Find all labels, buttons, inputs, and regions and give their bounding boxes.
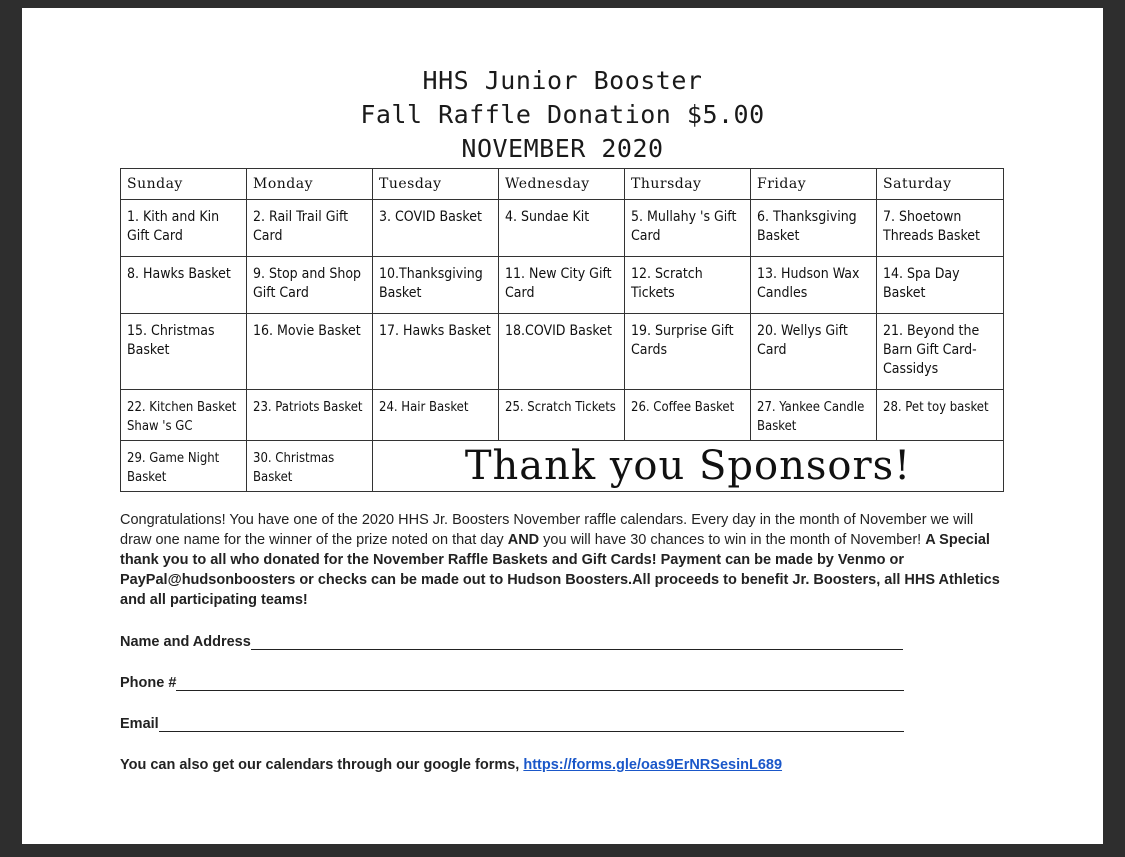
day-header: Wednesday xyxy=(499,169,625,200)
calendar-day-cell: 25. Scratch Tickets xyxy=(499,390,625,441)
calendar-day-cell: 4. Sundae Kit xyxy=(499,200,625,257)
calendar-day-cell: 15. Christmas Basket xyxy=(121,314,247,390)
calendar-day-cell: 12. Scratch Tickets xyxy=(625,257,751,314)
thank-you-sponsors-banner: Thank you Sponsors! xyxy=(373,441,1004,492)
calendar-day-cell: 1. Kith and Kin Gift Card xyxy=(121,200,247,257)
calendar-day-cell: 22. Kitchen Basket Shaw 's GC xyxy=(121,390,247,441)
title-line-3: NOVEMBER 2020 xyxy=(461,134,664,163)
calendar-day-cell: 30. Christmas Basket xyxy=(247,441,373,492)
day-header: Tuesday xyxy=(373,169,499,200)
day-header: Friday xyxy=(751,169,877,200)
calendar-week-row xyxy=(121,314,1004,390)
calendar-day-cell: 16. Movie Basket xyxy=(247,314,373,390)
calendar-day-cell: 14. Spa Day Basket xyxy=(877,257,1004,314)
raffle-description xyxy=(120,510,1000,610)
calendar-day-cell: 18.COVID Basket xyxy=(499,314,625,390)
calendar-day-cell: 2. Rail Trail Gift Card xyxy=(247,200,373,257)
calendar-day-cell: 24. Hair Basket xyxy=(373,390,499,441)
name-address-field[interactable] xyxy=(120,634,903,650)
day-header: Sunday xyxy=(121,169,247,200)
title-line-1: HHS Junior Booster xyxy=(422,66,703,95)
calendar-day-cell: 29. Game Night Basket xyxy=(121,441,247,492)
calendar-day-cell: 19. Surprise Gift Cards xyxy=(625,314,751,390)
calendar-day-cell: 9. Stop and Shop Gift Card xyxy=(247,257,373,314)
footer-text: You can also get our calendars through our google forms, xyxy=(120,757,524,773)
name-address-line[interactable] xyxy=(251,635,903,650)
calendar-day-cell: 3. COVID Basket xyxy=(373,200,499,257)
calendar-week-row xyxy=(121,390,1004,441)
calendar-day-cell: 8. Hawks Basket xyxy=(121,257,247,314)
day-header: Thursday xyxy=(625,169,751,200)
calendar-week-row xyxy=(121,257,1004,314)
calendar-day-cell: 7. Shoetown Threads Basket xyxy=(877,200,1004,257)
calendar-day-cell: 21. Beyond the Barn Gift Card-Cassidys xyxy=(877,314,1004,390)
calendar-day-cell: 20. Wellys Gift Card xyxy=(751,314,877,390)
calendar-day-cell: 11. New City Gift Card xyxy=(499,257,625,314)
calendar-day-cell: 27. Yankee Candle Basket xyxy=(751,390,877,441)
email-field[interactable] xyxy=(120,716,904,732)
raffle-flyer-page xyxy=(22,8,1103,844)
intro-text: Congratulations! You have one of the 2020 HHS Jr. Boosters November raffle calendars. Every day in the month of November we will draw one name for the winner of the prize noted on that day xyxy=(120,512,974,548)
email-line[interactable] xyxy=(159,717,904,732)
title-line-2: Fall Raffle Donation $5.00 xyxy=(360,100,765,129)
calendar-header-row xyxy=(121,169,1004,200)
calendar-day-cell: 28. Pet toy basket xyxy=(877,390,1004,441)
day-header: Monday xyxy=(247,169,373,200)
calendar-day-cell: 23. Patriots Basket xyxy=(247,390,373,441)
calendar-day-cell: 10.Thanksgiving Basket xyxy=(373,257,499,314)
phone-label: Phone # xyxy=(120,675,177,691)
phone-field[interactable] xyxy=(120,675,904,691)
and-emphasis: AND xyxy=(507,532,540,548)
phone-line[interactable] xyxy=(176,676,904,691)
email-label: Email xyxy=(120,716,159,732)
calendar-day-cell: 6. Thanksgiving Basket xyxy=(751,200,877,257)
google-forms-note xyxy=(120,757,782,773)
intro-text-2: you will have 30 chances to win in the month of November! xyxy=(539,532,926,548)
calendar-day-cell: 13. Hudson Wax Candles xyxy=(751,257,877,314)
thank-you-payment-text: A Special thank you to all who donated for the November Raffle Baskets and Gift Cards! Payment can be made by Venmo or PayPal@hudsonboosters or checks can be made out to Hudson Boosters.All proceeds to benefit Jr. Boosters, all HHS Athletics and all participating teams! xyxy=(120,532,1000,608)
raffle-calendar xyxy=(120,168,1004,492)
google-forms-link[interactable]: https://forms.gle/oas9ErNRSesinL689 xyxy=(523,757,783,773)
calendar-day-cell: 26. Coffee Basket xyxy=(625,390,751,441)
calendar-day-cell: 17. Hawks Basket xyxy=(373,314,499,390)
calendar-week-row xyxy=(121,441,1004,492)
calendar-day-cell: 5. Mullahy 's Gift Card xyxy=(625,200,751,257)
name-address-label: Name and Address xyxy=(120,634,251,650)
day-header: Saturday xyxy=(877,169,1004,200)
calendar-week-row xyxy=(121,200,1004,257)
